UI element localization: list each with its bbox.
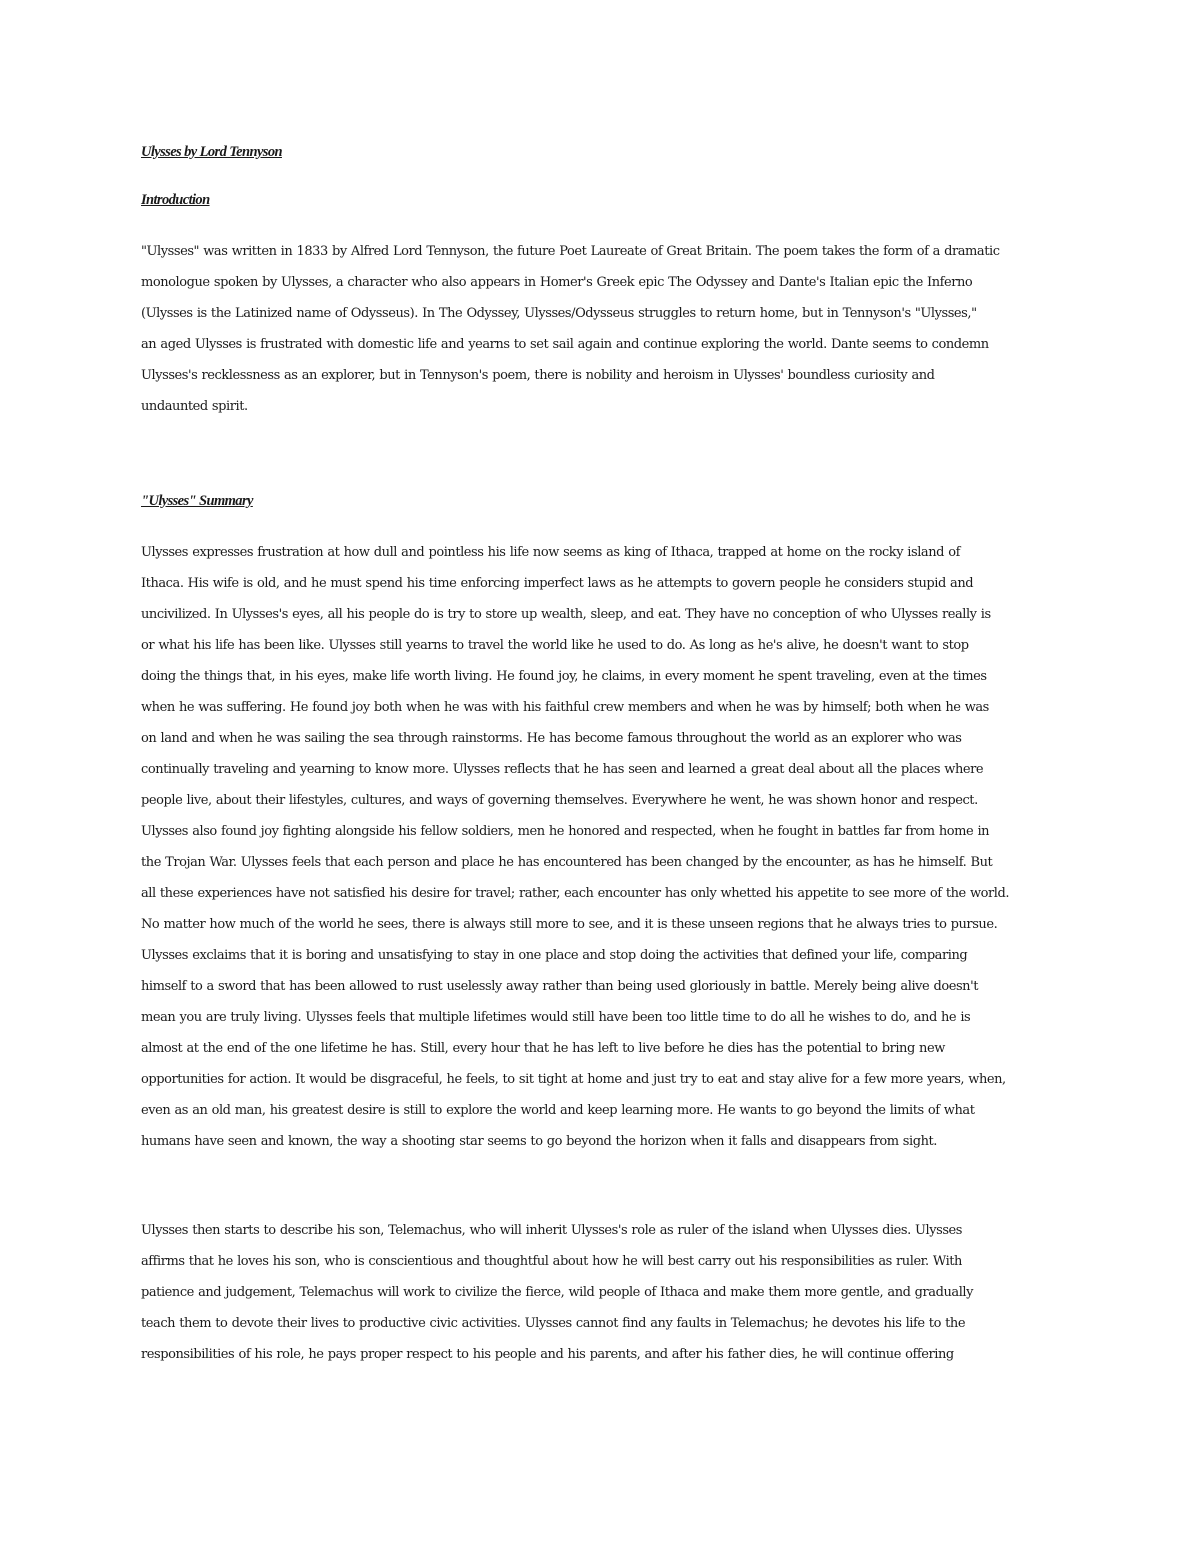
text-line: teach them to devote their lives to productive civic activities. Ulysses cannot find any faults in Telemachus; he devotes his life to the: [141, 1316, 966, 1331]
text-line: patience and judgement, Telemachus will work to civilize the fierce, wild people of Ithaca and make them more gentle, and gradually: [141, 1285, 974, 1300]
text-line: humans have seen and known, the way a shooting star seems to go beyond the horizon when it falls and disappears from sight.: [141, 1134, 937, 1149]
text-line: Ulysses's recklessness as an explorer, but in Tennyson's poem, there is nobility and heroism in Ulysses' boundless curiosity and: [141, 368, 935, 383]
text-line: doing the things that, in his eyes, make life worth living. He found joy, he claims, in every moment he spent traveling, even at the times: [141, 669, 987, 684]
spacer: [141, 1157, 1061, 1215]
text-line: Ulysses then starts to describe his son, Telemachus, who will inherit Ulysses's role as ruler of the island when Ulysses dies. Ulysses: [141, 1223, 963, 1238]
summary-paragraph-2: [141, 1215, 1061, 1370]
text-line: all these experiences have not satisfied his desire for travel; rather, each encounter has only whetted his appetite to see more of the world.: [141, 886, 1010, 901]
text-line: mean you are truly living. Ulysses feels that multiple lifetimes would still have been too little time to do all he wishes to do, and he is: [141, 1010, 971, 1025]
text-line: people live, about their lifestyles, cultures, and ways of governing themselves. Everywhere he went, he was shown honor and respect.: [141, 793, 978, 808]
text-line: affirms that he loves his son, who is conscientious and thoughtful about how he will best carry out his responsibilities as ruler. With: [141, 1254, 962, 1269]
text-line: Ithaca. His wife is old, and he must spend his time enforcing imperfect laws as he attempts to govern people he considers stupid and: [141, 576, 974, 591]
introduction-heading: Introduction: [141, 192, 210, 208]
text-line: even as an old man, his greatest desire is still to explore the world and keep learning more. He wants to go beyond the limits of what: [141, 1103, 975, 1118]
text-line: himself to a sword that has been allowed to rust uselessly away rather than being used gloriously in battle. Merely being alive doesn't: [141, 979, 979, 994]
text-line: an aged Ulysses is frustrated with domestic life and yearns to set sail again and continue exploring the world. Dante seems to condemn: [141, 337, 989, 352]
text-line: continually traveling and yearning to know more. Ulysses reflects that he has seen and learned a great deal about all the places where: [141, 762, 984, 777]
text-line: Ulysses expresses frustration at how dull and pointless his life now seems as king of Ithaca, trapped at home on the rocky island of: [141, 545, 960, 560]
text-line: uncivilized. In Ulysses's eyes, all his people do is try to store up wealth, sleep, and eat. They have no conception of who Ulysses really is: [141, 607, 991, 622]
introduction-paragraph: [141, 236, 1061, 422]
text-line: undaunted spirit.: [141, 399, 248, 414]
spacer: [141, 422, 1061, 491]
text-line: on land and when he was sailing the sea through rainstorms. He has become famous throughout the world as an explorer who was: [141, 731, 962, 746]
text-line: or what his life has been like. Ulysses still yearns to travel the world like he used to do. As long as he's alive, he doesn't want to stop: [141, 638, 969, 653]
text-line: "Ulysses" was written in 1833 by Alfred Lord Tennyson, the future Poet Laureate of Great Britain. The poem takes the form of a dramatic: [141, 244, 1000, 259]
summary-heading: "Ulysses" Summary: [141, 493, 253, 509]
text-line: (Ulysses is the Latinized name of Odysseus). In The Odyssey, Ulysses/Odysseus struggles to return home, but in Tennyson's "Ulysses,": [141, 306, 977, 321]
text-line: the Trojan War. Ulysses feels that each person and place he has encountered has been changed by the encounter, as has he himself. But: [141, 855, 993, 870]
text-line: Ulysses exclaims that it is boring and unsatisfying to stay in one place and stop doing the activities that defined your life, comparing: [141, 948, 968, 963]
text-line: opportunities for action. It would be disgraceful, he feels, to sit tight at home and just try to eat and stay alive for a few more years, when,: [141, 1072, 1006, 1087]
text-line: No matter how much of the world he sees, there is always still more to see, and it is these unseen regions that he always tries to pursue.: [141, 917, 998, 932]
text-line: responsibilities of his role, he pays proper respect to his people and his parents, and after his father dies, he will continue offering: [141, 1347, 954, 1362]
text-line: when he was suffering. He found joy both when he was with his faithful crew members and when he was by himself; both when he was: [141, 700, 989, 715]
text-line: almost at the end of the one lifetime he has. Still, every hour that he has left to live before he dies has the potential to bring new: [141, 1041, 945, 1056]
document-title: Ulysses by Lord Tennyson: [141, 144, 282, 160]
summary-paragraph-1: [141, 537, 1061, 1157]
document-page: [141, 142, 1061, 1370]
text-line: Ulysses also found joy fighting alongside his fellow soldiers, men he honored and respected, when he fought in battles far from home in: [141, 824, 990, 839]
text-line: monologue spoken by Ulysses, a character who also appears in Homer's Greek epic The Odyssey and Dante's Italian epic the Inferno: [141, 275, 973, 290]
